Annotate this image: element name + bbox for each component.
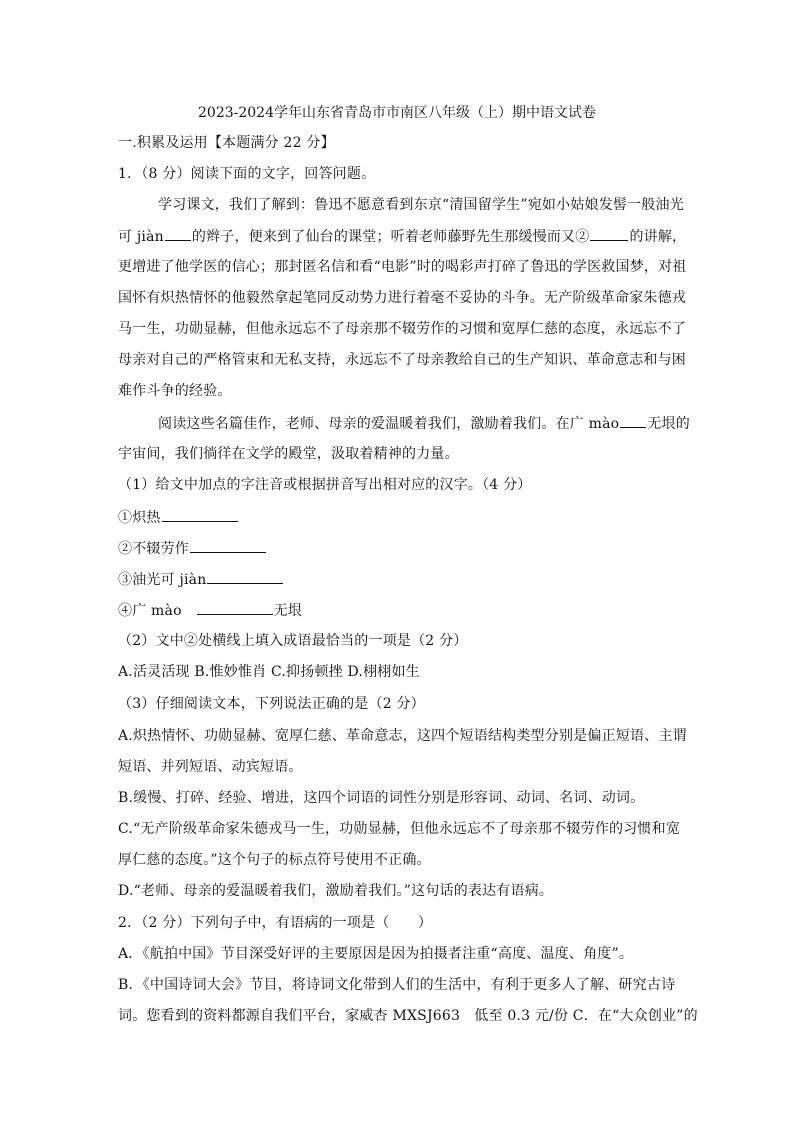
option-c: 厚仁慈的态度。”这个句子的标点符号使用不正确。 [118, 852, 431, 868]
fill-item [118, 569, 688, 590]
passage-text: 的讲解， [629, 229, 687, 245]
option-d: D.“老师、母亲的爱温暖着我们，激励着我们。”这句话的表达有语病。 [118, 883, 554, 899]
question-2-option-b: 词。您看到的资料都源自我们平台，家威杏 MXSJ663 低至 0.3 元/份 C．在“大众创业”的 [118, 1008, 698, 1024]
question-2-option-a: A．《航拍中国》节目深受好评的主要原因是因为拍摄者注重“高度、温度、角度”。 [118, 946, 634, 962]
answer-blank [190, 538, 266, 553]
answer-blank [620, 413, 646, 428]
fill-item [118, 538, 688, 559]
fill-label: ④广 mào [118, 603, 182, 619]
page-title: 2023-2024学年山东省青岛市市南区八年级（上）期中语文试卷 [198, 105, 596, 121]
fill-label: ①炽热 [118, 510, 161, 526]
answer-blank [162, 507, 238, 522]
sub-question-1: （1）给文中加点的字注音或根据拼音写出相对应的汉字。（4 分） [118, 477, 532, 493]
sub-question-2: （2）文中②处横线上填入成语最恰当的一项是（2 分） [118, 633, 468, 649]
passage-line [118, 226, 688, 247]
fill-item [118, 507, 688, 528]
passage-line: 宇宙间，我们徜徉在文学的殿堂，汲取着精神的力量。 [118, 446, 459, 462]
answer-blank [207, 569, 283, 584]
passage-line: 母亲对自己的严格管束和无私支持，永远忘不了母亲教给自己的生产知识、革命意志和与困 [118, 352, 686, 368]
passage-line: 马一生，功勋显赫，但他永远忘不了母亲那不辍劳作的习惯和宽厚仁慈的态度，永远忘不了 [118, 321, 686, 337]
fill-label: ③油光可 jiàn [118, 572, 207, 588]
fill-item [118, 600, 688, 621]
passage-text: 可 jiàn [118, 229, 164, 245]
answer-blank [590, 226, 628, 241]
answer-blank [197, 600, 273, 615]
option-a: A.炽热情怀、功勋显赫、宽厚仁慈、革命意志，这四个短语结构类型分别是偏正短语、主谓 [118, 728, 687, 744]
sub-question-3: （3）仔细阅读文本，下列说法正确的是（2 分） [118, 696, 425, 712]
option-c: C.“无产阶级革命家朱德戎马一生，功勋显赫，但他永远忘不了母亲那不辍劳作的习惯和宽 [118, 821, 681, 837]
passage-line: 学习课文，我们了解到：鲁迅不愿意看到东京“清国留学生”宛如小姑娘发髻一般油光 [158, 197, 684, 213]
passage-line: 难作斗争的经验。 [118, 383, 232, 399]
passage-text: 的辫子，便来到了仙台的课堂；听着老师藤野先生那缓慢而又② [191, 229, 590, 245]
option-b: B.缓慢、打碎、经验、增进，这四个词语的词性分别是形容词、动词、名词、动词。 [118, 790, 645, 806]
option-a: 短语、并列短语、动宾短语。 [118, 759, 303, 775]
question-1-heading: 1．（8 分）阅读下面的文字，回答问题。 [118, 166, 376, 182]
passage-text: 阅读这些名篇佳作，老师、母亲的爱温暖着我们，激励着我们。在广 mào [158, 416, 620, 432]
answer-blank [165, 226, 191, 241]
fill-label: ②不辍劳作 [118, 541, 189, 557]
passage-line: 更增进了他学医的信心；那封匿名信和看“电影”时的喝彩声打碎了鲁迅的学医救国梦，对祖 [118, 259, 687, 275]
section-heading: 一.积累及运用【本题满分 22 分】 [118, 135, 335, 151]
question-2-heading: 2．（2 分）下列句子中，有语病的一项是（ ） [118, 915, 433, 931]
passage-line [158, 413, 688, 434]
sub-question-2-options: A.活灵活现 B.惟妙惟肖 C.抑扬顿挫 D.栩栩如生 [118, 664, 420, 680]
question-2-option-b: B．《中国诗词大会》节目，将诗词文化带到人们的生活中，有利于更多人了解、研究古诗 [118, 977, 676, 993]
passage-text: 无垠的 [647, 416, 690, 432]
passage-line: 国怀有炽热情怀的他毅然拿起笔同反动势力进行着毫不妥协的斗争。无产阶级革命家朱德戎 [118, 290, 686, 306]
fill-label: 无垠 [273, 603, 303, 619]
